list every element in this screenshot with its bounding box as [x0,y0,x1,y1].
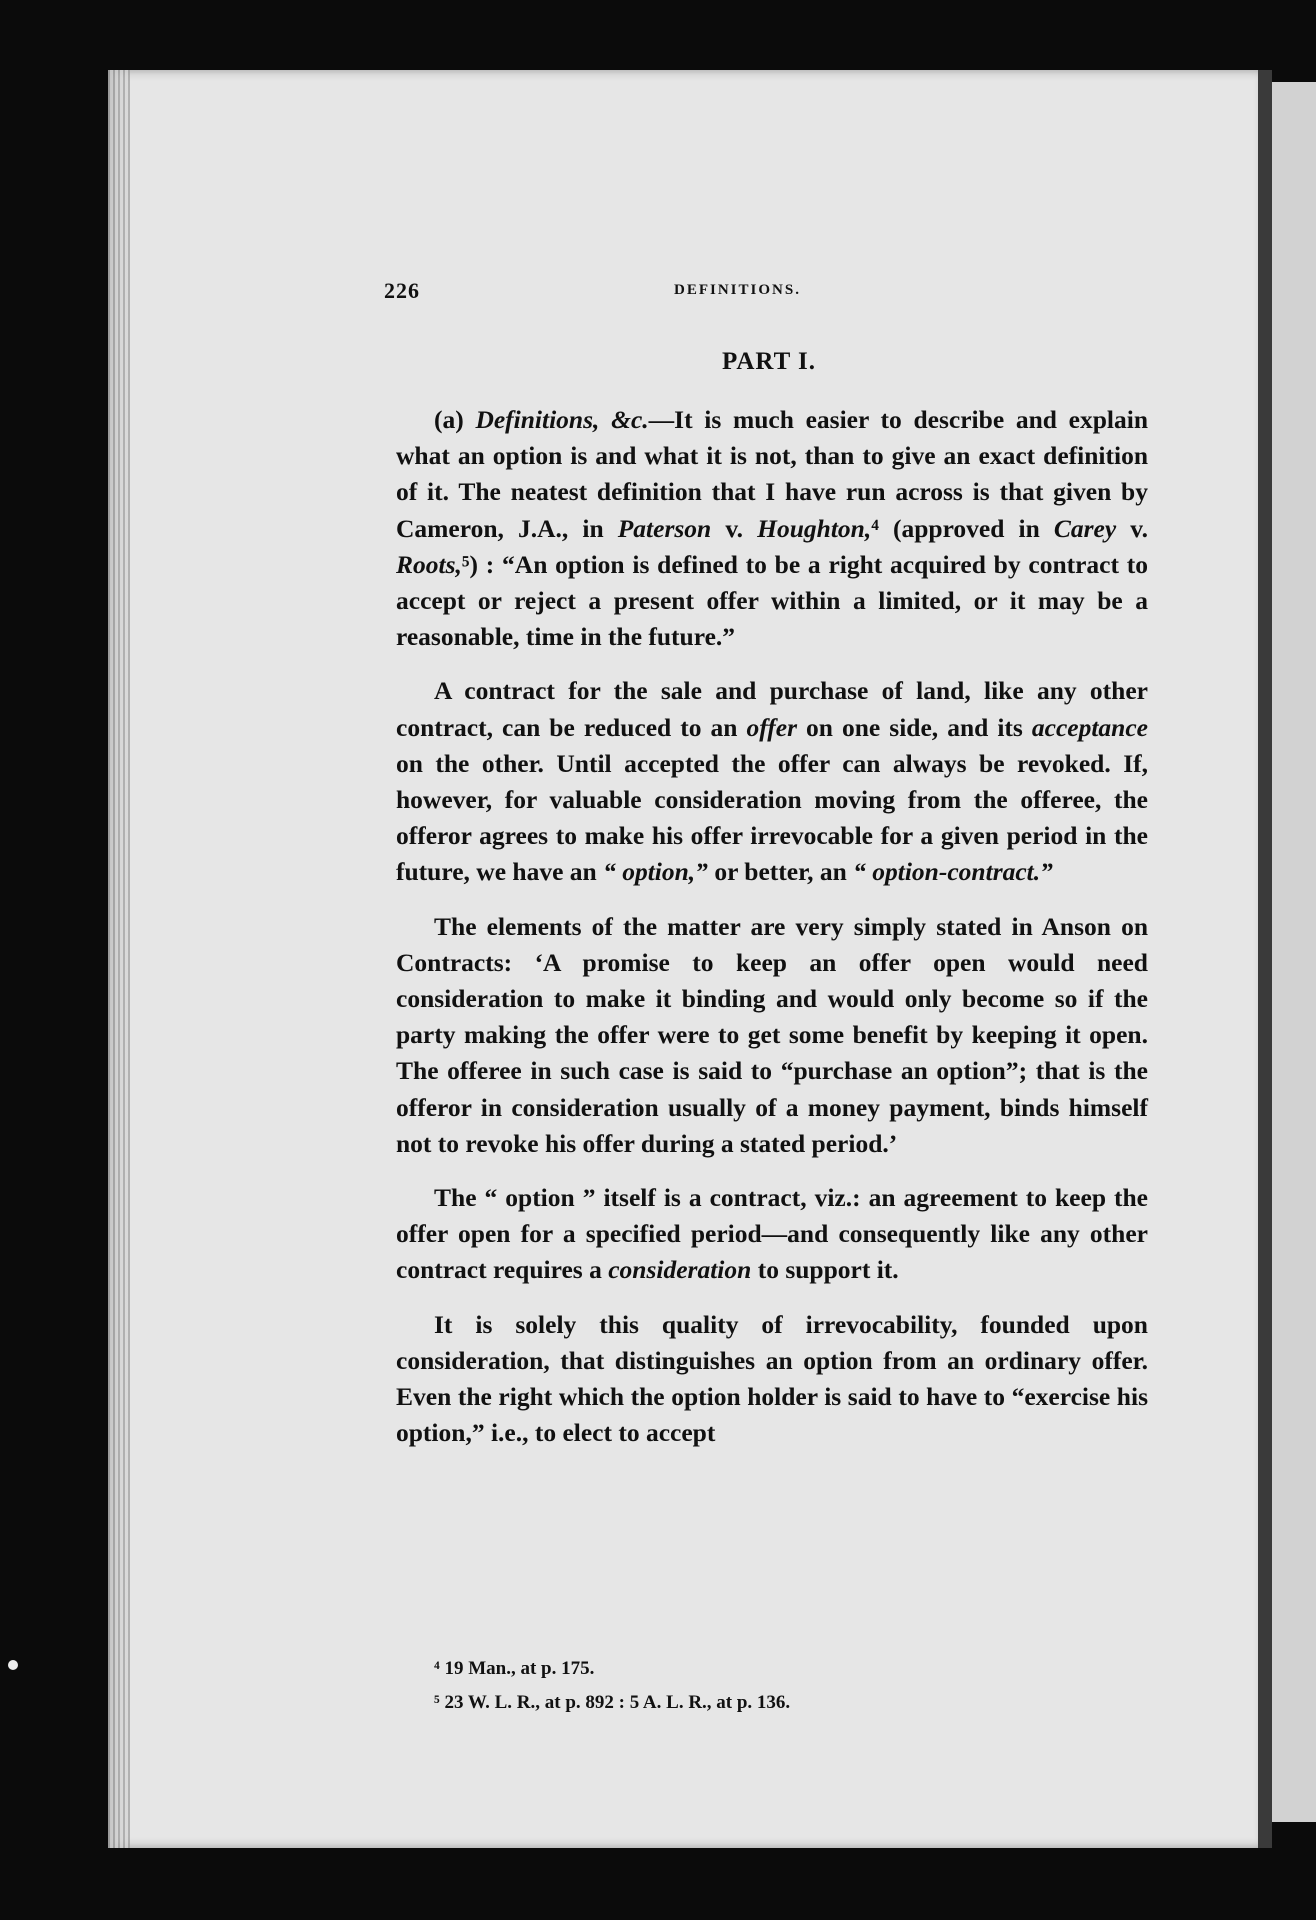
scan-speck [8,1660,18,1670]
text-run: v. [711,513,758,543]
italic-text: offer [746,712,797,742]
italic-text: Houghton, [757,513,872,543]
text-run: A contract for the sale and purchase of land, like any other contract, can be reduced to an [396,676,1148,742]
italic-text: Paterson [617,513,712,543]
text-run: ⁵) : “An option is defined to be a right acquired by contract to accept or reject a present offer within a limited, or it may be a reasonable, time in the future.” [396,549,1148,652]
footnote-4: ⁴ 19 Man., at p. 175. [434,1658,595,1679]
italic-text: “ option-contract.” [853,857,1053,887]
text-run: or better, an [707,857,854,887]
page-stack-edge [108,70,130,1848]
paragraph-1 [396,402,1148,655]
text-run: on the other. Until accepted the offer can always be revoked. If, however, for valuable consideration moving from the offeree, the offeror agrees to make his offer irrevocable for a given period in the future, we have an [396,748,1148,887]
italic-text: Carey [1053,513,1117,543]
italic-text: Roots, [396,549,462,579]
text-run: on one side, and its [797,712,1032,742]
italic-text: Definitions, &c. [475,405,649,434]
text-run: to support it. [751,1255,899,1285]
text-run: The “ option ” itself is a contract, viz.: an agreement to keep the offer open for a specified period—and consequently like any other contract requires a [396,1183,1148,1285]
italic-text: consideration [608,1255,752,1285]
text-run: (a) [434,405,476,434]
body-text [396,402,1148,1469]
text-run: ⁴ (approved in [871,513,1054,543]
page-header [384,278,1154,314]
footnote-5: ⁵ 23 W. L. R., at p. 892 : 5 A. L. R., at p. 136. [434,1692,791,1713]
text-run: —It is much easier to describe and explain what an option is and what it is not, than to give an exact definition of it. The neatest definition that I have run across is that given by Cameron, J.A., in [396,405,1149,543]
italic-text: “ option,” [603,857,708,887]
paragraph-4 [396,1180,1148,1289]
page-number: 226 [384,278,420,303]
text-run: v. [1116,513,1149,543]
running-head: DEFINITIONS. [674,282,801,298]
italic-text: acceptance [1031,712,1148,742]
gutter-shadow [1258,70,1272,1848]
text-run: It is solely this quality of irrevocability, founded upon consideration, that distinguishes an option from an ordinary offer. Even the right which the option holder is said to have to “exercise his option,” i.e., to elect to accept [396,1309,1148,1448]
paragraph-5 [396,1307,1148,1452]
paragraph-3 [396,909,1148,1162]
paragraph-2 [396,673,1148,890]
footnotes [434,1652,1134,1720]
text-run: The elements of the matter are very simply stated in Anson on Contracts: ‘A promise to keep an offer open would need consideration to make it binding and would only become so if the party making the offer were to get some benefit by keeping it open. The offeree in such case is said to “purchase an option”; that is the offeror in consideration usually of a money payment, binds himself not to revoke his offer during a stated period.’ [396,911,1148,1158]
part-heading: PART I. [721,348,817,375]
facing-page-edge [1272,82,1316,1822]
